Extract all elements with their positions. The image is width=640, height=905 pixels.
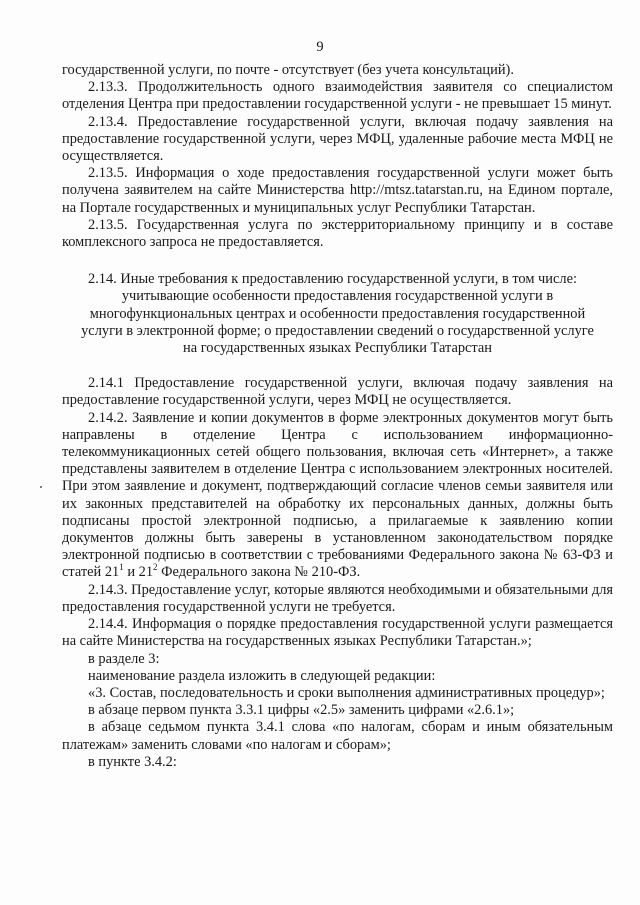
heading-line: многофункциональных центрах и особенности предоставления государственной <box>89 305 586 322</box>
amendment-line: в разделе 3: <box>88 650 160 667</box>
paragraph-text: и 21 <box>123 564 154 581</box>
amendment-line: наименование раздела изложить в следующей редакции: <box>88 667 436 684</box>
paragraph-2-13-5-extraterritorial: 2.13.5. Государственная услуга по экстерриториальному принципу и в составе комплексного запроса не предоставляется. <box>62 216 613 251</box>
amendment-line: в абзаце седьмом пункта 3.4.1 слова «по налогам, сборам и иным обязательным платежам» заменить словами «по налогам и сборам»; <box>62 719 613 753</box>
paragraph-2-14-4: 2.14.4. Информация о порядке предоставления государственной услуги размещается на сайте Министерства на государственных языках Республики Татарстан.»; <box>62 616 613 650</box>
superscript: 1 <box>119 562 124 573</box>
scan-speck <box>40 486 42 488</box>
amendment-line: в абзаце первом пункта 3.3.1 цифры «2.5» заменить цифрами «2.6.1»; <box>88 702 515 719</box>
paragraph-continuation: государственной услуги, по почте - отсутствует (без учета консультаций). <box>62 62 514 78</box>
heading-line: на государственных языках Республики Татарстан <box>183 340 492 357</box>
heading-line: учитывающие особенности предоставления государственной услуги в <box>121 288 554 305</box>
paragraph-2-14-3: 2.14.3. Предоставление услуг, которые являются необходимыми и обязательными для предоставления государственной услуги не требуется. <box>62 581 613 615</box>
paragraph-2-13-3: 2.13.3. Продолжительность одного взаимодействия заявителя со специалистом отделения Центра при предоставлении государственной услуги - не превышает 15 минут. <box>62 79 613 113</box>
page-number: 9 <box>316 39 324 55</box>
paragraph-2-14-2 <box>62 410 613 582</box>
heading-line: услуги в электронной форме; о предоставлении сведений о государственной услуге <box>81 322 594 339</box>
paragraph-2-14-1: 2.14.1 Предоставление государственной услуги, включая подачу заявления на предоставление государственной услуги, через МФЦ не осуществляется. <box>62 375 613 409</box>
paragraph-text: 2.14.2. Заявление и копии документов в форме электронных документов могут быть направлены в отделение Центра с использованием информационно-телекоммуникационных сетей общего пользования, включая сеть «Интернет», а также представлены заявителем в отделение Центра с использованием электронных носителей. При этом заявление и документ, подтверждающий согласие членов семьи заявителя или их законных представителей на обработку их персональных данных, должны быть подписаны простой электронной подписью, а прилагаемые к заявлению копии документов должны быть заверены в установленном законодательством порядке электронной подписью в соответствии с требованиями Федерального закона № 63-ФЗ и статей 21 <box>62 409 613 581</box>
document-body <box>62 62 613 771</box>
amendment-line: «3. Состав, последовательность и сроки выполнения административных процедур»; <box>88 684 605 701</box>
amendment-line: в пункте 3.4.2: <box>88 753 177 770</box>
paragraph-text: Федерального закона № 210-ФЗ. <box>157 564 361 581</box>
superscript: 2 <box>153 562 158 573</box>
paragraph-2-13-4: 2.13.4. Предоставление государственной услуги, включая подачу заявления на предоставление государственной услуги, через МФЦ, удаленные рабочие места МФЦ не осуществляется. <box>62 113 613 165</box>
paragraph-2-13-5-info: 2.13.5. Информация о ходе предоставления государственной услуги может быть получена заявителем на сайте Министерства http://mtsz.tatarstan.ru, на Едином портале, на Портале государственных и муниципальных услуг Республики Татарстан. <box>62 165 613 216</box>
heading-line: 2.14. Иные требования к предоставлению государственной услуги, в том числе: <box>88 271 577 288</box>
section-heading-2-14 <box>62 271 613 357</box>
